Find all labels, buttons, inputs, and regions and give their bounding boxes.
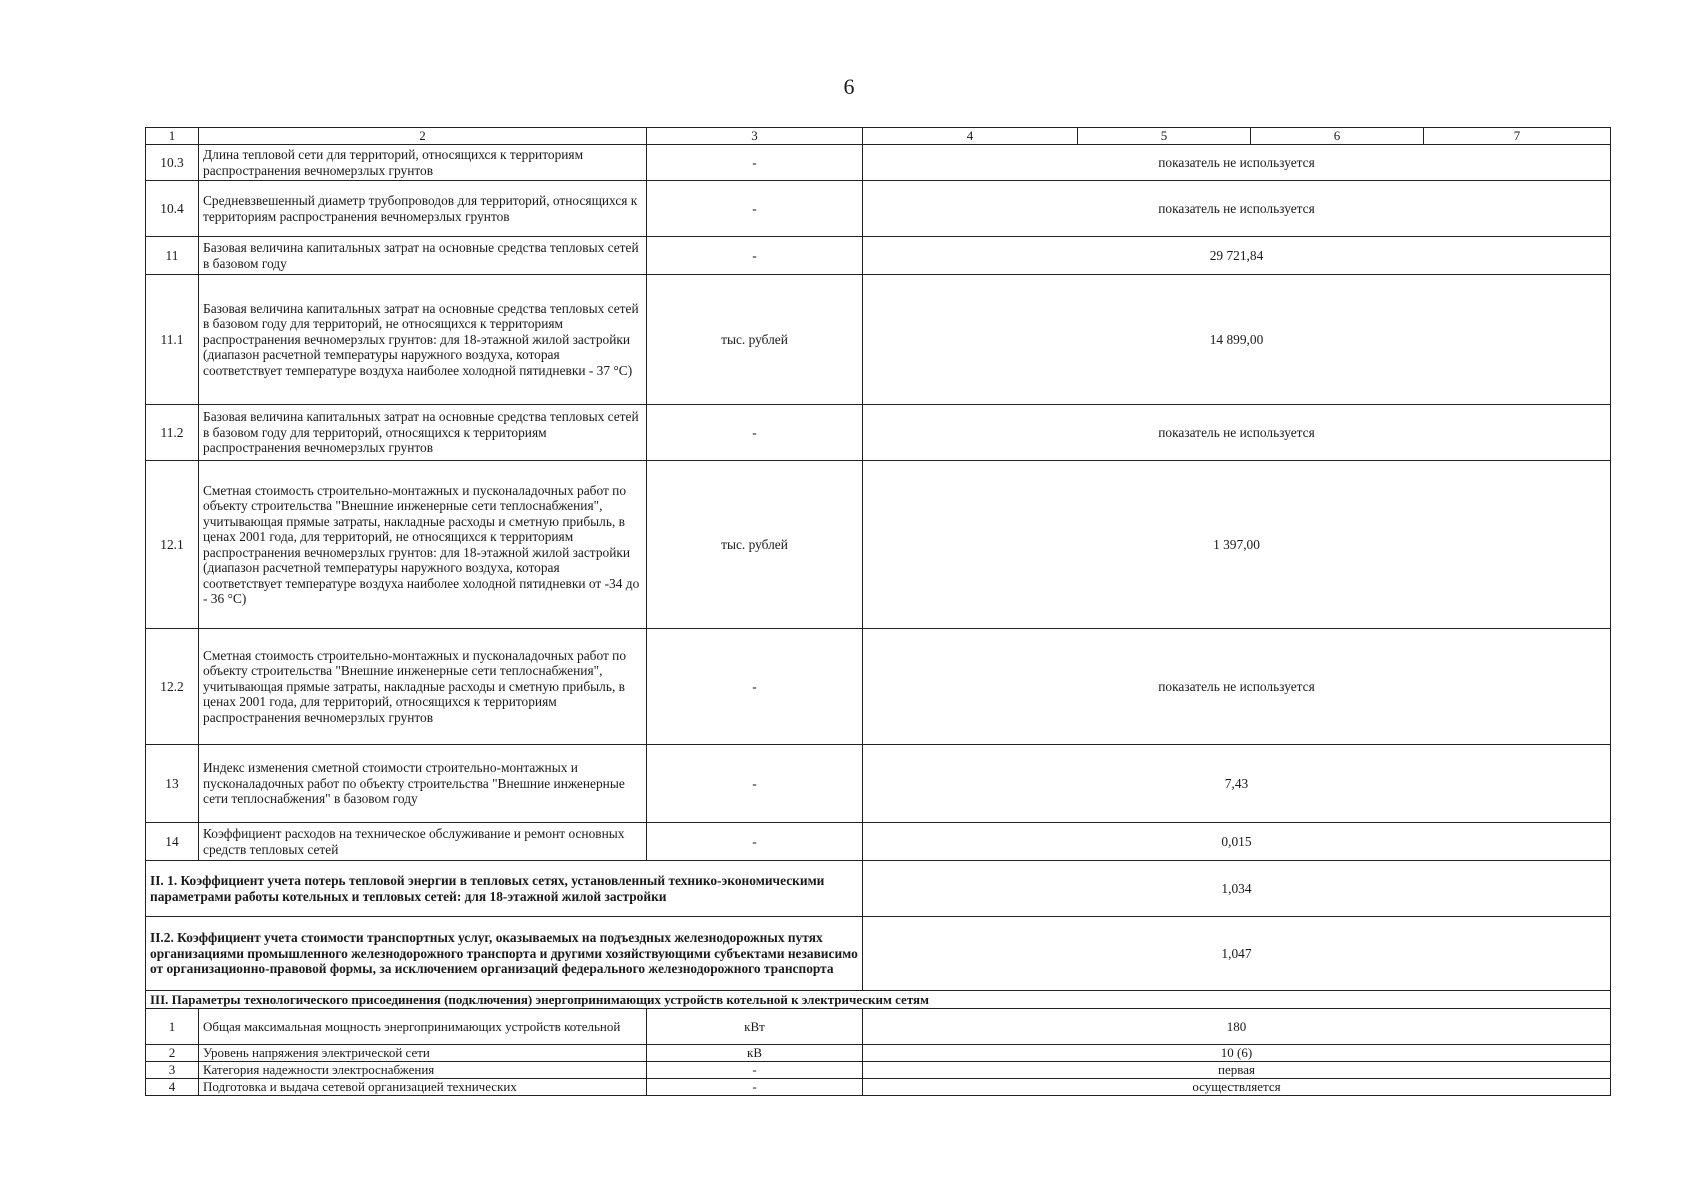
row-number: 12.1 (146, 461, 199, 629)
row-number: 11 (146, 237, 199, 275)
row-unit: - (647, 629, 863, 745)
row-value: 1 397,00 (863, 461, 1611, 629)
row-description: Средневзвешенный диаметр трубопроводов для территорий, относящихся к территориям распространения вечномерзлых грунтов (199, 181, 647, 237)
column-header: 7 (1424, 128, 1611, 145)
table-row (146, 405, 1611, 461)
row-unit: - (647, 745, 863, 823)
table-row (146, 461, 1611, 629)
row-number: 2 (146, 1045, 199, 1062)
row-number: 11.2 (146, 405, 199, 461)
row-unit: - (647, 823, 863, 861)
column-header: 2 (199, 128, 647, 145)
column-header: 1 (146, 128, 199, 145)
parameters-table (145, 127, 1611, 1096)
coefficient-description: II. 1. Коэффициент учета потерь тепловой энергии в тепловых сетях, установленный технико-экономическими параметрами работы котельных и тепловых сетей: для 18-этажной жилой застройки (146, 861, 863, 917)
row-unit: кВ (647, 1045, 863, 1062)
table-row (146, 145, 1611, 181)
coefficient-description: II.2. Коэффициент учета стоимости транспортных услуг, оказываемых на подъездных железнодорожных путях организациями промышленного железнодорожного транспорта и другими хозяйствующими субъектами независимо от организационно-правовой формы, за исключением организаций федерального железнодорожного транспорта (146, 917, 863, 991)
column-header: 3 (647, 128, 863, 145)
column-number-header-row (146, 128, 1611, 145)
row-description: Базовая величина капитальных затрат на основные средства тепловых сетей в базовом году для территорий, относящихся к территориям распространения вечномерзлых грунтов (199, 405, 647, 461)
row-unit: - (647, 1062, 863, 1079)
row-description: Длина тепловой сети для территорий, относящихся к территориям распространения вечномерзлых грунтов (199, 145, 647, 181)
row-number: 11.1 (146, 275, 199, 405)
table-row (146, 823, 1611, 861)
row-number: 10.3 (146, 145, 199, 181)
table-row (146, 629, 1611, 745)
row-description: Подготовка и выдача сетевой организацией технических (199, 1079, 647, 1096)
row-value: осуществляется (863, 1079, 1611, 1096)
table-row (146, 275, 1611, 405)
row-description: Коэффициент расходов на техническое обслуживание и ремонт основных средств тепловых сетей (199, 823, 647, 861)
row-description: Общая максимальная мощность энергопринимающих устройств котельной (199, 1009, 647, 1045)
row-unit: - (647, 145, 863, 181)
row-description: Индекс изменения сметной стоимости строительно-монтажных и пусконаладочных работ по объекту строительства "Внешние инженерные сети теплоснабжения" в базовом году (199, 745, 647, 823)
table-row (146, 1062, 1611, 1079)
row-unit: - (647, 237, 863, 275)
row-number: 10.4 (146, 181, 199, 237)
coefficient-row (146, 861, 1611, 917)
row-description: Сметная стоимость строительно-монтажных и пусконаладочных работ по объекту строительства "Внешние инженерные сети теплоснабжения", учитывающая прямые затраты, накладные расходы и сметную прибыль, в ценах 2001 года, для территорий, относящихся к территориям распространения вечномерзлых грунтов (199, 629, 647, 745)
column-header: 5 (1078, 128, 1251, 145)
row-value: 29 721,84 (863, 237, 1611, 275)
table-row (146, 1045, 1611, 1062)
section-title: III. Параметры технологического присоединения (подключения) энергопринимающих устройств котельной к электрическим сетям (146, 991, 1611, 1009)
table-row (146, 237, 1611, 275)
row-value: показатель не используется (863, 629, 1611, 745)
row-unit: - (647, 1079, 863, 1096)
table-row (146, 1009, 1611, 1045)
column-header: 6 (1251, 128, 1424, 145)
row-description: Уровень напряжения электрической сети (199, 1045, 647, 1062)
row-value: 180 (863, 1009, 1611, 1045)
row-unit: - (647, 405, 863, 461)
row-number: 1 (146, 1009, 199, 1045)
row-number: 3 (146, 1062, 199, 1079)
row-value: показатель не используется (863, 405, 1611, 461)
row-unit: тыс. рублей (647, 461, 863, 629)
row-description: Базовая величина капитальных затрат на основные средства тепловых сетей в базовом году для территорий, не относящихся к территориям распространения вечномерзлых грунтов: для 18-этажной жилой застройки (диапазон расчетной температуры наружного воздуха, которая соответствует температуре воздуха наиболее холодной пятидневки - 37 °С) (199, 275, 647, 405)
row-unit: тыс. рублей (647, 275, 863, 405)
table-row (146, 745, 1611, 823)
table-row (146, 181, 1611, 237)
row-unit: кВт (647, 1009, 863, 1045)
row-number: 14 (146, 823, 199, 861)
coefficient-row (146, 917, 1611, 991)
row-number: 13 (146, 745, 199, 823)
coefficient-value: 1,047 (863, 917, 1611, 991)
row-number: 4 (146, 1079, 199, 1096)
row-value: 7,43 (863, 745, 1611, 823)
row-value: 0,015 (863, 823, 1611, 861)
row-description: Категория надежности электроснабжения (199, 1062, 647, 1079)
page-number: 6 (843, 74, 855, 99)
table-row (146, 1079, 1611, 1096)
section-header-row (146, 991, 1611, 1009)
row-value: первая (863, 1062, 1611, 1079)
row-value: показатель не используется (863, 181, 1611, 237)
row-value: 10 (6) (863, 1045, 1611, 1062)
row-unit: - (647, 181, 863, 237)
row-value: 14 899,00 (863, 275, 1611, 405)
coefficient-value: 1,034 (863, 861, 1611, 917)
row-description: Сметная стоимость строительно-монтажных и пусконаладочных работ по объекту строительства "Внешние инженерные сети теплоснабжения", учитывающая прямые затраты, накладные расходы и сметную прибыль, в ценах 2001 года, для территорий, не относящихся к территориям распространения вечномерзлых грунтов: для 18-этажной жилой застройки (диапазон расчетной температуры наружного воздуха, которая соответствует температуре воздуха наиболее холодной пятидневки от -34 до - 36 °С) (199, 461, 647, 629)
row-value: показатель не используется (863, 145, 1611, 181)
column-header: 4 (863, 128, 1078, 145)
row-description: Базовая величина капитальных затрат на основные средства тепловых сетей в базовом году (199, 237, 647, 275)
row-number: 12.2 (146, 629, 199, 745)
